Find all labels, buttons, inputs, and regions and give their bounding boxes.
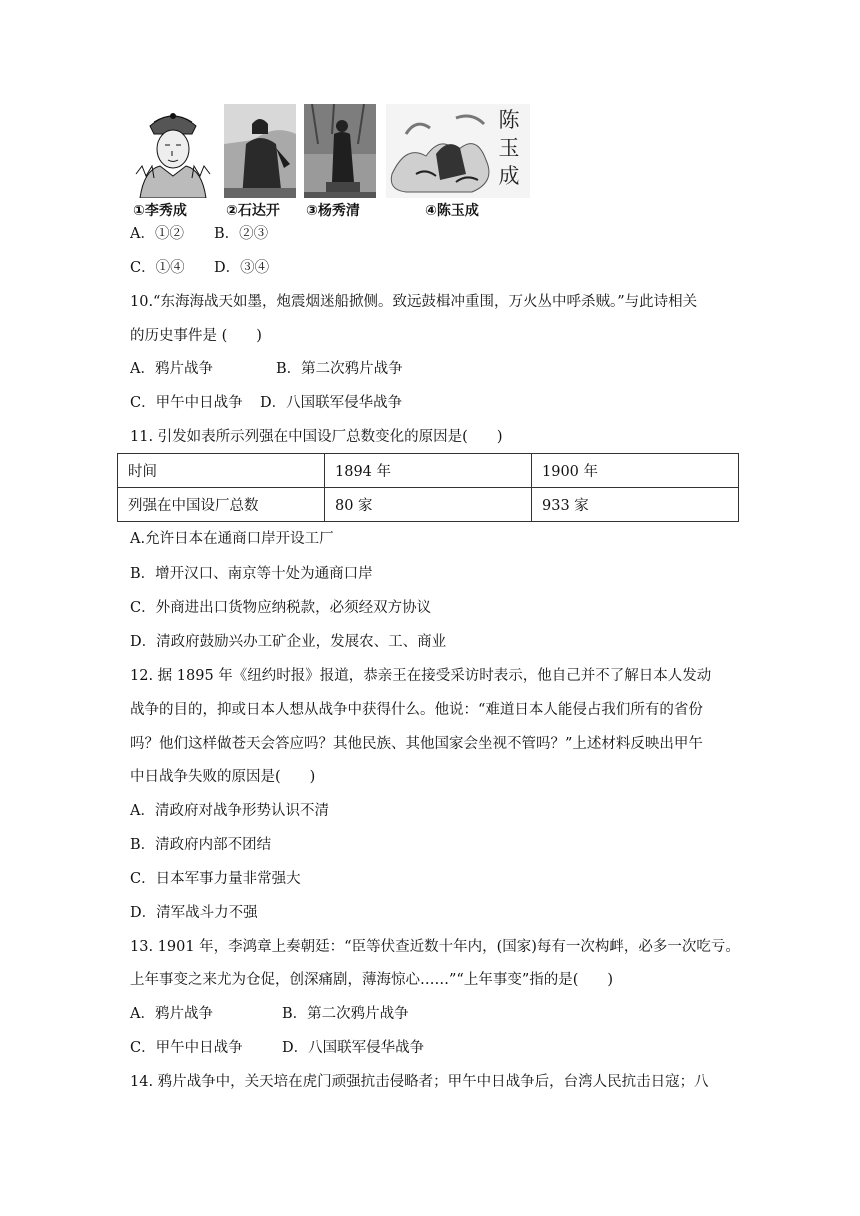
q12-stem-line-4: 中日战争失败的原因是( )	[130, 769, 316, 785]
q12-option-a: A．清政府对战争形势认识不清	[130, 803, 329, 819]
table-cell: 时间	[118, 454, 325, 488]
q14-stem-line-1: 14. 鸦片战争中，关天培在虎门顽强抗击侵略者；甲午中日战争后，台湾人民抗击日寇；八	[130, 1074, 709, 1090]
q12-option-d: D．清军战斗力不强	[130, 905, 258, 921]
q13-stem-line-1: 13. 1901 年，李鸿章上奏朝廷：“臣等伏查近数十年内，(国家)每有一次构衅，必多一次吃亏。	[130, 939, 740, 955]
q13-option-c: C．甲午中日战争	[130, 1040, 243, 1056]
caption-4: ④陈玉成	[425, 203, 479, 219]
q13-stem-line-2: 上年事变之来尤为仓促，创深痛剧，薄海惊心……”“上年事变”指的是( )	[130, 972, 614, 988]
caption-3: ③杨秀清	[306, 203, 360, 219]
q11-option-d: D．清政府鼓励兴办工矿企业，发展农、工、商业	[130, 634, 447, 650]
q12-stem-line-1: 12. 据 1895 年《纽约时报》报道，恭亲王在接受采访时表示，他自己并不了解日本人发动	[130, 668, 712, 684]
yang-xiuqing-statue-photo	[304, 104, 376, 198]
table-row	[118, 454, 739, 488]
table-cell: 1900 年	[532, 454, 739, 488]
caption-1: ①李秀成	[133, 203, 187, 219]
table-cell: 80 家	[325, 488, 532, 522]
table-cell: 列强在中国设厂总数	[118, 488, 325, 522]
q11-stem: 11. 引发如表所示列强在中国设厂总数变化的原因是( )	[130, 429, 503, 445]
table-row	[118, 488, 739, 522]
q10-option-a: A．鸦片战争	[130, 361, 213, 377]
q10-stem-line-2: 的历史事件是 ( )	[130, 328, 262, 344]
q10-stem-line-1: 10.“东海海战天如墨，炮震烟迷船掀侧。致远鼓楫冲重围，万火丛中呼杀贼。”与此诗相关	[130, 294, 698, 310]
q13-option-a: A．鸦片战争	[130, 1006, 213, 1022]
q10-option-d: D．八国联军侵华战争	[260, 395, 403, 411]
q11-option-c: C．外商进出口货物应纳税款，必须经双方协议	[130, 600, 432, 616]
q9-option-d: D．③④	[214, 260, 270, 276]
table-cell: 1894 年	[325, 454, 532, 488]
portrait-figures	[130, 104, 530, 200]
q9-option-a: A．①②	[130, 226, 184, 242]
q10-option-c: C．甲午中日战争	[130, 395, 243, 411]
table-cell: 933 家	[532, 488, 739, 522]
q12-option-b: B．清政府内部不团结	[130, 837, 272, 853]
q9-option-b: B．②③	[214, 226, 269, 242]
factory-count-table	[117, 453, 739, 522]
calligraphy-text: 陈玉成	[498, 108, 520, 188]
q12-stem-line-2: 战争的目的，抑或日本人想从战争中获得什么。他说：“难道日本人能侵占我们所有的省份	[130, 702, 703, 718]
caption-2: ②石达开	[226, 203, 280, 219]
q11-option-a: A.允许日本在通商口岸开设工厂	[130, 531, 334, 547]
q11-option-b: B．增开汉口、南京等十处为通商口岸	[130, 566, 373, 582]
q10-option-b: B．第二次鸦片战争	[276, 361, 403, 377]
q13-option-b: B．第二次鸦片战争	[282, 1006, 409, 1022]
shi-dakai-statue-photo	[224, 104, 296, 198]
li-xiucheng-portrait	[130, 104, 216, 198]
q12-stem-line-3: 吗？他们这样做苍天会答应吗？其他民族、其他国家会坐视不管吗？”上述材料反映出甲午	[130, 736, 703, 752]
q12-option-c: C．日本军事力量非常强大	[130, 871, 301, 887]
q13-option-d: D．八国联军侵华战争	[282, 1040, 425, 1056]
q9-option-c: C．①④	[130, 260, 185, 276]
